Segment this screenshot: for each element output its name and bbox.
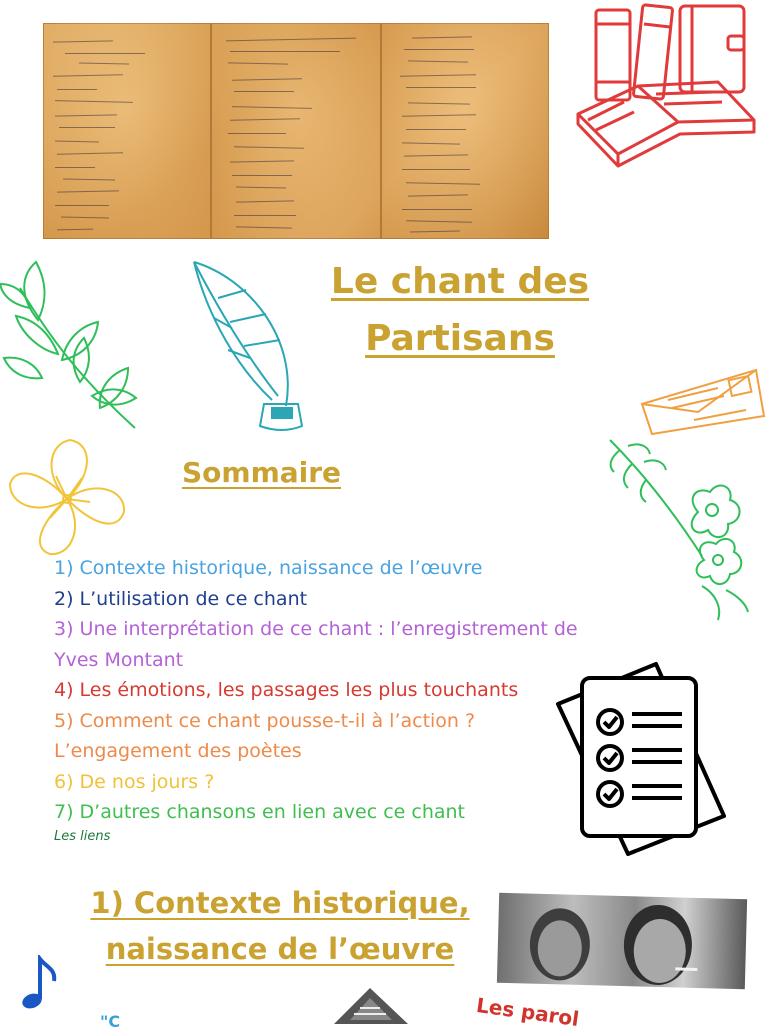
handwriting-line [57, 152, 123, 154]
handwriting-line [57, 190, 119, 192]
manuscript-page-2 [212, 23, 381, 239]
handwriting-line [400, 74, 476, 77]
handwriting-line [55, 100, 133, 103]
handwriting-line [53, 74, 123, 76]
handwriting-line [230, 160, 294, 162]
handwriting-line [61, 216, 109, 218]
handwriting-line [412, 36, 472, 38]
manuscript-page-3 [382, 23, 549, 239]
handwriting-line [236, 226, 292, 228]
photo-faces [497, 893, 747, 989]
handwriting-line [406, 182, 480, 185]
handwriting-line [63, 178, 115, 180]
paroles-label: Les parol [474, 992, 581, 1031]
handwriting-line [55, 114, 117, 116]
handwriting-line [402, 114, 476, 117]
title-line-2: Partisans [365, 318, 555, 359]
handwriting-line [408, 60, 468, 62]
resist-stamp-icon [330, 984, 410, 1024]
manuscript-page-1 [43, 23, 212, 239]
handwriting-line [230, 51, 340, 52]
sommaire-heading: Sommaire [182, 456, 342, 489]
handwriting-line [236, 186, 286, 188]
handwriting-line [410, 230, 460, 232]
handwriting-line [55, 141, 99, 143]
handwriting-line [57, 89, 97, 90]
section-1-line-1: 1) Contexte historique, [90, 886, 470, 920]
toc-item-5-line-2[interactable]: L’engagement des poètes [54, 740, 302, 762]
toc-item-3-line-1[interactable]: 3) Une interprétation de ce chant : l’enregistrement de [54, 618, 578, 640]
black-white-photo [497, 893, 747, 989]
handwriting-line [236, 200, 294, 202]
music-note-icon [20, 955, 60, 1011]
section-1-line-2: naissance de l’œuvre [105, 932, 455, 966]
handwriting-line [408, 102, 470, 104]
handwriting-line [234, 215, 296, 216]
handwriting-line [406, 87, 476, 88]
table-of-contents [54, 553, 624, 828]
toc-item-3-line-2[interactable]: Yves Montant [54, 648, 184, 671]
books-icon [568, 2, 760, 174]
handwriting-line [402, 142, 460, 144]
leafy-branch-icon [0, 258, 140, 436]
handwriting-line [232, 106, 312, 109]
manuscript-photo [43, 23, 549, 239]
handwriting-line [55, 205, 109, 206]
handwriting-line [59, 127, 115, 128]
handwriting-line [234, 91, 294, 92]
handwriting-line [234, 146, 304, 148]
yellow-flower-icon [4, 436, 130, 562]
toc-item-2[interactable]: 2) L’utilisation de ce chant [54, 587, 308, 610]
handwriting-line [57, 229, 93, 231]
handwriting-line [65, 53, 145, 54]
handwriting-line [228, 133, 286, 134]
links-label[interactable]: Les liens [54, 829, 111, 844]
handwriting-line [404, 49, 474, 50]
toc-item-4[interactable]: 4) Les émotions, les passages les plus touchants [54, 679, 519, 701]
handwriting-line [53, 40, 113, 42]
page-title [300, 253, 620, 367]
toc-item-5-line-1[interactable]: 5) Comment ce chant pousse-t-il à l’action ? [54, 709, 476, 732]
section-1-heading [70, 880, 490, 972]
toc-item-7[interactable]: 7) D’autres chansons en lien avec ce chant [54, 801, 466, 823]
bottom-blue-text: "C [100, 1012, 121, 1031]
handwriting-line [402, 209, 472, 210]
checklist-icon [556, 660, 726, 856]
handwriting-line [230, 118, 300, 120]
handwriting-line [408, 194, 468, 196]
toc-item-1[interactable]: 1) Contexte historique, naissance de l’œuvre [54, 557, 483, 579]
handwriting-line [404, 154, 468, 156]
toc-item-6[interactable]: 6) De nos jours ? [54, 770, 215, 793]
handwriting-line [232, 175, 292, 176]
green-flower-branch-icon [606, 436, 756, 622]
handwriting-line [406, 129, 466, 130]
title-line-1: Le chant des [330, 261, 590, 302]
handwriting-line [232, 78, 302, 80]
handwriting-line [406, 220, 472, 222]
handwriting-line [402, 169, 470, 170]
envelope-icon [638, 364, 768, 436]
handwriting-line [228, 62, 288, 64]
quill-inkwell-icon [188, 258, 310, 436]
handwriting-line [79, 62, 129, 64]
handwriting-line [226, 38, 356, 42]
handwriting-line [55, 167, 95, 168]
